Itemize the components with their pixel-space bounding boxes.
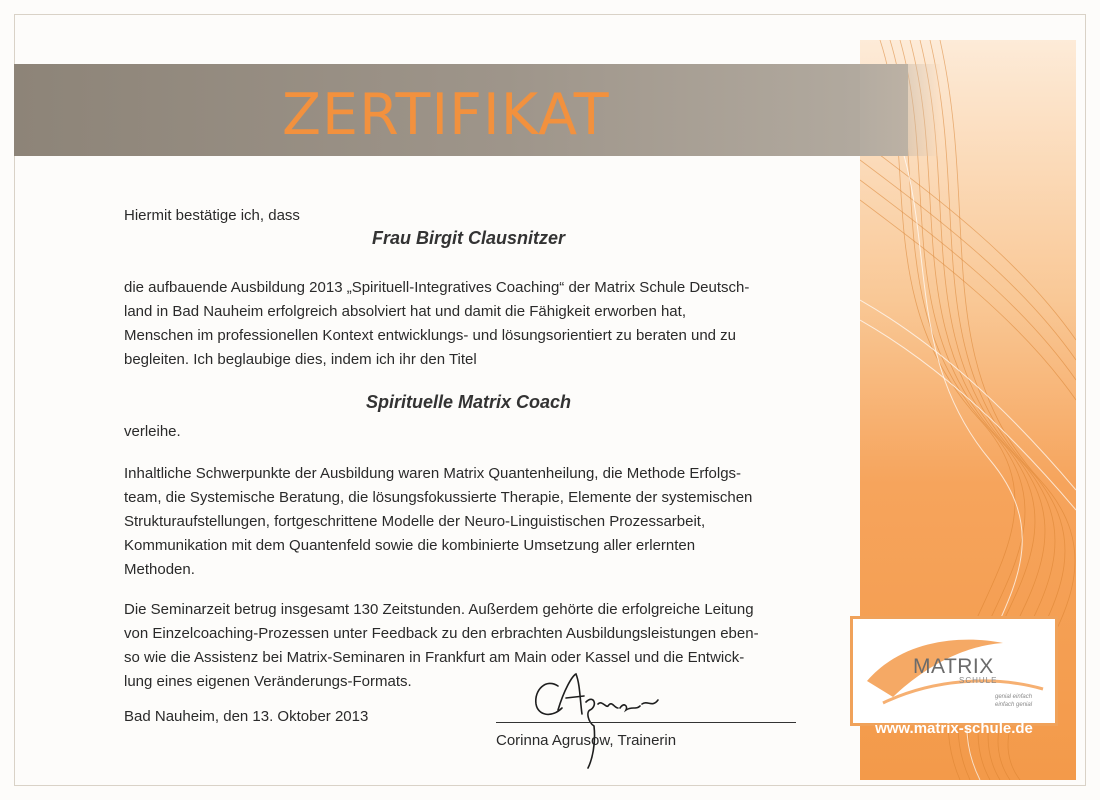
logo-subtitle: SCHULE bbox=[959, 676, 998, 685]
signature-line bbox=[496, 722, 796, 723]
body-line-2: land in Bad Nauheim erfolgreich absolviert hat und damit die Fähigkeit erworben hat, bbox=[124, 303, 686, 320]
focus-line-1: Inhaltliche Schwerpunkte der Ausbildung waren Matrix Quantenheilung, die Methode Erfolgs- bbox=[124, 465, 742, 482]
matrix-schule-logo bbox=[850, 616, 1058, 726]
focus-line-3: Strukturaufstellungen, fortgeschrittene Modelle der Neuro-Linguistischen Prozessarbeit, bbox=[124, 513, 706, 530]
body-line-1: die aufbauende Ausbildung 2013 „Spirituell-Integratives Coaching“ der Matrix Schule Deutsch- bbox=[124, 279, 750, 296]
handwritten-signature bbox=[528, 664, 668, 774]
certificate-title: ZERTIFIKAT bbox=[282, 82, 610, 148]
focus-line-2: team, die Systemische Beratung, die lösungsfokussierte Therapie, Elemente der systemischen bbox=[124, 489, 753, 506]
conferred-title: Spirituelle Matrix Coach bbox=[366, 392, 572, 412]
hours-line-1: Die Seminarzeit betrug insgesamt 130 Zeitstunden. Außerdem gehörte die erfolgreiche Leitung bbox=[124, 601, 754, 618]
intro-text: Hiermit bestätige ich, dass bbox=[124, 207, 300, 224]
hours-line-3: so wie die Assistenz bei Matrix-Seminaren in Frankfurt am Main oder Kassel und die Entwick- bbox=[124, 649, 745, 666]
focus-line-4: Kommunikation mit dem Quantenfeld sowie die kombinierte Umsetzung aller erlernten bbox=[124, 537, 696, 554]
hours-line-4: lung eines eigenen Veränderungs-Formats. bbox=[124, 673, 412, 690]
focus-line-5: Methoden. bbox=[124, 561, 195, 578]
logo-slogan-line-1: genial einfach bbox=[995, 694, 1033, 700]
logo-slogan-line-2: einfach genial bbox=[995, 702, 1033, 708]
recipient-name: Frau Birgit Clausnitzer bbox=[372, 228, 566, 248]
header-band-fade bbox=[860, 64, 940, 156]
website-url: www.matrix-schule.de bbox=[875, 720, 1033, 737]
hours-line-2: von Einzelcoaching-Prozessen unter Feedback zu den erbrachten Ausbildungsleistungen eben- bbox=[124, 625, 759, 642]
verleihe-text: verleihe. bbox=[124, 423, 181, 440]
place-and-date: Bad Nauheim, den 13. Oktober 2013 bbox=[124, 708, 369, 725]
logo-wordmark: MATRIX bbox=[913, 655, 994, 678]
body-line-4: begleiten. Ich beglaubige dies, indem ich ihr den Titel bbox=[124, 351, 477, 368]
body-line-3: Menschen im professionellen Kontext entwicklungs- und lösungsorientiert zu beraten und zu bbox=[124, 327, 737, 344]
signer-name: Corinna Agrusow, Trainerin bbox=[496, 732, 677, 749]
